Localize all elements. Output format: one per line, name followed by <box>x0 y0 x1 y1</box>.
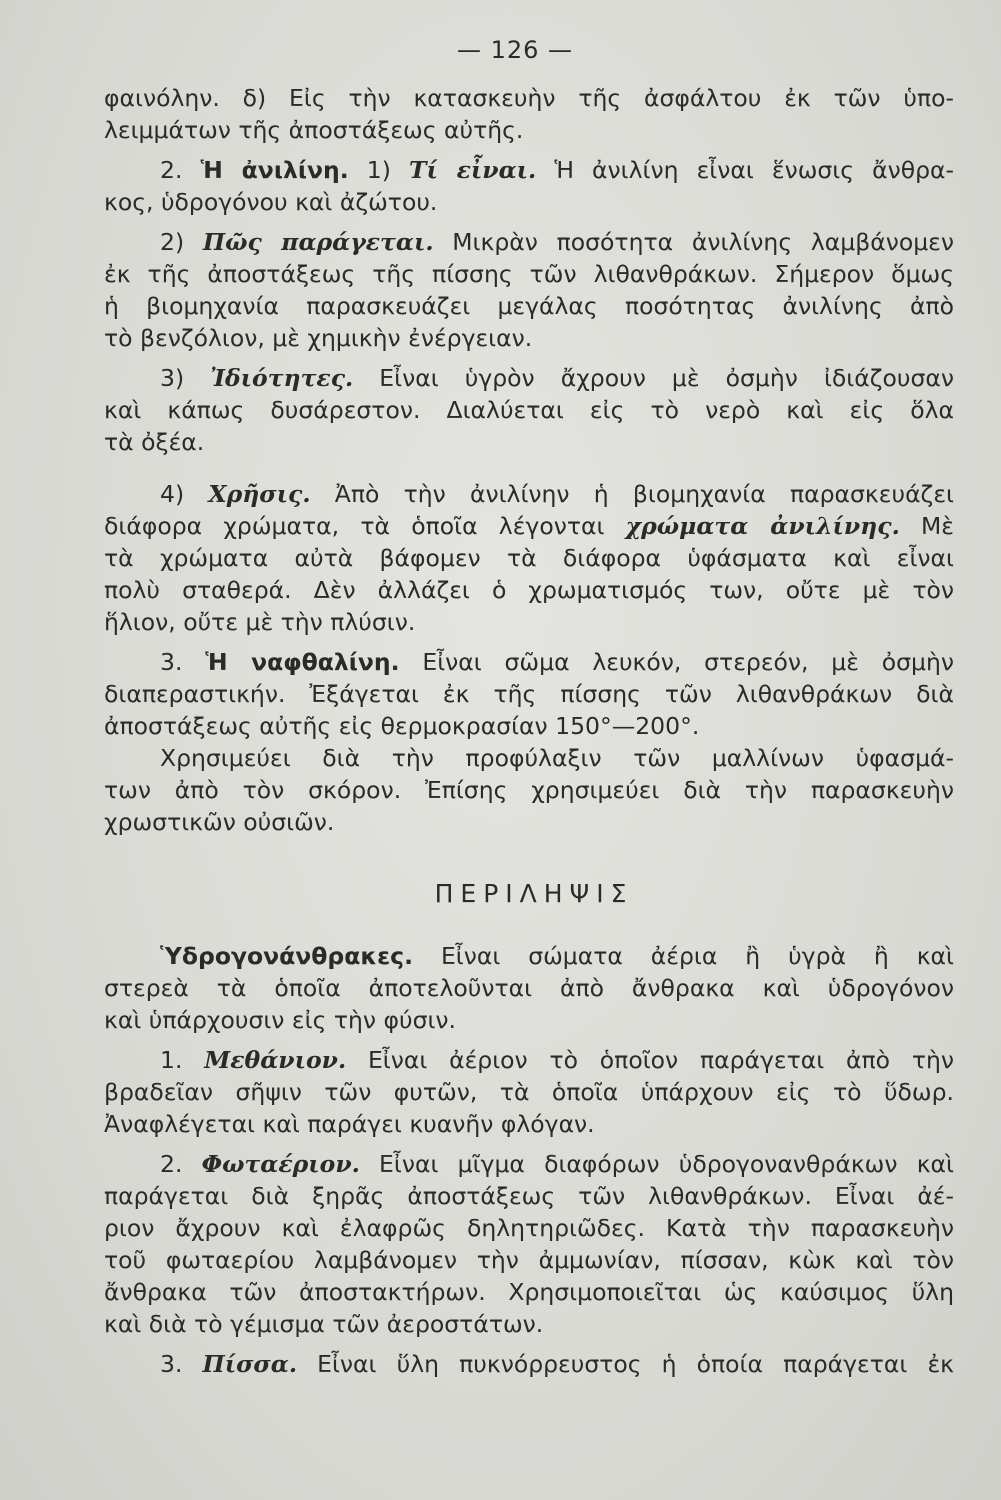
text-run: 2. <box>160 1150 202 1178</box>
text-run: Εἶναι ἀέριον τὸ ὁποῖον παράγεται ἀπὸ τὴν <box>346 1046 954 1074</box>
text-run: καὶ ὑπάρχουσιν εἰς τὴν φύσιν. <box>104 1006 457 1034</box>
body-text <box>104 82 954 1380</box>
text-run: 3. <box>160 648 206 676</box>
text-line <box>104 114 954 146</box>
text-line <box>104 1276 954 1308</box>
text-run: χρωστικῶν οὐσιῶν. <box>104 808 335 836</box>
emphasized-term: Ἡ ἀνιλίνη. <box>200 156 349 184</box>
text-run: Μικρὰν ποσότητα ἀνιλίνης λαμβάνομεν <box>433 228 954 256</box>
text-run: ἡ βιομηχανία παρασκευάζει μεγάλας ποσότητας ἀνιλίνης ἀπὸ <box>104 292 954 320</box>
text-run: Εἶναι ὑγρὸν ἄχρουν μὲ ὀσμὴν ἰδιάζουσαν <box>353 364 954 392</box>
text-run: ἥλιον, οὔτε μὲ τὴν πλύσιν. <box>104 608 416 636</box>
text-run: των ἀπὸ τὸν σκόρον. Ἐπίσης χρησιμεύει διὰ τὴν παρασκευὴν <box>104 776 954 804</box>
text-run: διάφορα χρώματα, τὰ ὁποῖα λέγονται <box>104 512 626 540</box>
text-run: φαινόλην. δ) Εἰς τὴν κατασκευὴν τῆς ἀσφάλτου ἐκ τῶν ὑπο- <box>104 84 954 112</box>
text-line <box>104 426 954 458</box>
text-line <box>104 362 954 394</box>
section-heading <box>104 878 954 910</box>
emphasized-term: Πίσσα. <box>202 1350 298 1378</box>
text-line <box>104 1044 954 1076</box>
emphasized-term: Ἰδιότητες. <box>210 364 354 392</box>
text-line <box>104 1180 954 1212</box>
text-run: τοῦ φωταερίου λαμβάνομεν τὴν ἀμμωνίαν, πίσσαν, κὼκ καὶ τὸν <box>104 1246 954 1274</box>
text-run: Εἶναι σώματα ἀέρια ἢ ὑγρὰ ἢ καὶ <box>413 942 954 970</box>
text-line <box>104 646 954 678</box>
text-line <box>104 1244 954 1276</box>
text-run: ριον ἄχρουν καὶ ἐλαφρῶς δηλητηριῶδες. Κατὰ τὴν παρασκευὴν <box>104 1214 954 1242</box>
text-line <box>104 1308 954 1340</box>
emphasized-term: Μεθάνιον. <box>204 1046 347 1074</box>
page-number: — 126 — <box>456 36 574 64</box>
text-run: Εἶναι σῶμα λευκόν, στερεόν, μὲ ὀσμὴν <box>399 648 954 676</box>
text-line <box>104 226 954 258</box>
text-line <box>104 742 954 774</box>
text-run: 2. <box>160 156 201 184</box>
text-line <box>104 1076 954 1108</box>
emphasized-term: Χρῆσις. <box>208 480 311 508</box>
text-line <box>104 972 954 1004</box>
text-run: Εἶναι ὕλη πυκνόρρευστος ἡ ὁποία παράγεται ἐκ <box>297 1350 954 1378</box>
text-line <box>104 542 954 574</box>
text-line <box>104 1148 954 1180</box>
text-line <box>104 678 954 710</box>
text-run: 4) <box>160 480 209 508</box>
text-run: κος, ὑδρογόνου καὶ ἀζώτου. <box>104 188 438 216</box>
text-run: Ἀναφλέγεται καὶ παράγει κυανῆν φλόγαν. <box>104 1110 595 1138</box>
text-run: Μὲ <box>899 512 954 540</box>
text-run: Ἀπὸ τὴν ἀνιλίνην ἡ βιομηχανία παρασκευάζει <box>310 480 954 508</box>
text-run: 3. <box>160 1350 203 1378</box>
text-run: βραδεῖαν σῆψιν τῶν φυτῶν, τὰ ὁποῖα ὑπάρχουν εἰς τὸ ὕδωρ. <box>104 1078 954 1106</box>
text-line <box>104 154 954 186</box>
text-line <box>104 394 954 426</box>
text-line <box>104 186 954 218</box>
text-run: τὸ βενζόλιον, μὲ χημικὴν ἐνέργειαν. <box>104 324 533 352</box>
text-line <box>104 510 954 542</box>
text-run: πολὺ σταθερά. Δὲν ἀλλάζει ὁ χρωματισμός των, οὔτε μὲ τὸν <box>104 576 954 604</box>
text-line <box>104 478 954 510</box>
text-line <box>104 1108 954 1140</box>
text-run: Χρησιμεύει διὰ τὴν προφύλαξιν τῶν μαλλίνων ὑφασμά- <box>160 744 954 772</box>
text-run: ΠΕΡΙΛΗΨΙΣ <box>434 879 634 908</box>
text-run: τὰ χρώματα αὐτὰ βάφομεν τὰ διάφορα ὑφάσματα καὶ εἶναι <box>104 544 954 572</box>
text-run: λειμμάτων τῆς ἀποστάξεως αὐτῆς. <box>104 116 524 144</box>
emphasized-term: Φωταέριον. <box>201 1150 360 1178</box>
text-run: τὰ ὀξέα. <box>104 428 205 456</box>
text-line <box>104 322 954 354</box>
emphasized-term: χρώματα ἀνιλίνης. <box>625 512 900 540</box>
text-run: 1. <box>160 1046 205 1074</box>
text-run: στερεὰ τὰ ὁποῖα ἀποτελοῦνται ἀπὸ ἄνθρακα καὶ ὑδρογόνον <box>104 974 954 1002</box>
text-run: ἐκ τῆς ἀποστάξεως τῆς πίσσης τῶν λιθανθράκων. Σήμερον ὅμως <box>104 260 954 288</box>
text-line <box>104 258 954 290</box>
text-line <box>104 774 954 806</box>
text-run: ἀποστάξεως αὐτῆς εἰς θερμοκρασίαν 150°—200°. <box>104 712 700 740</box>
text-line <box>104 1004 954 1036</box>
emphasized-term: Ὑδρογονάνθρακες. <box>160 942 414 970</box>
text-line <box>104 1348 954 1380</box>
text-line <box>104 82 954 114</box>
text-run: Εἶναι μῖγμα διαφόρων ὑδρογονανθράκων καὶ <box>359 1150 954 1178</box>
text-run: παράγεται διὰ ξηρᾶς ἀποστάξεως τῶν λιθανθράκων. Εἶναι ἀέ- <box>104 1182 954 1210</box>
text-line <box>104 290 954 322</box>
text-run: 1) <box>348 156 409 184</box>
text-line <box>104 1212 954 1244</box>
emphasized-term: Πῶς παράγεται. <box>202 228 434 256</box>
text-run: Ἡ ἀνιλίνη εἶναι ἕνωσις ἄνθρα- <box>536 156 954 184</box>
text-run: ἄνθρακα τῶν ἀποστακτήρων. Χρησιμοποιεῖται ὡς καύσιμος ὕλη <box>104 1278 954 1306</box>
text-run: διαπεραστικήν. Ἐξάγεται ἐκ τῆς πίσσης τῶν λιθανθράκων διὰ <box>104 680 954 708</box>
emphasized-term: Τί εἶναι. <box>408 156 537 184</box>
text-run: 2) <box>160 228 203 256</box>
text-line <box>104 806 954 838</box>
text-run: 3) <box>160 364 211 392</box>
text-line <box>104 710 954 742</box>
text-line <box>104 940 954 972</box>
text-line <box>104 574 954 606</box>
emphasized-term: Ἡ ναφθαλίνη. <box>205 648 400 676</box>
text-run: καὶ κάπως δυσάρεστον. Διαλύεται εἰς τὸ νερὸ καὶ εἰς ὅλα <box>104 396 954 424</box>
text-run: καὶ διὰ τὸ γέμισμα τῶν ἀεροστάτων. <box>104 1310 544 1338</box>
text-line <box>104 606 954 638</box>
